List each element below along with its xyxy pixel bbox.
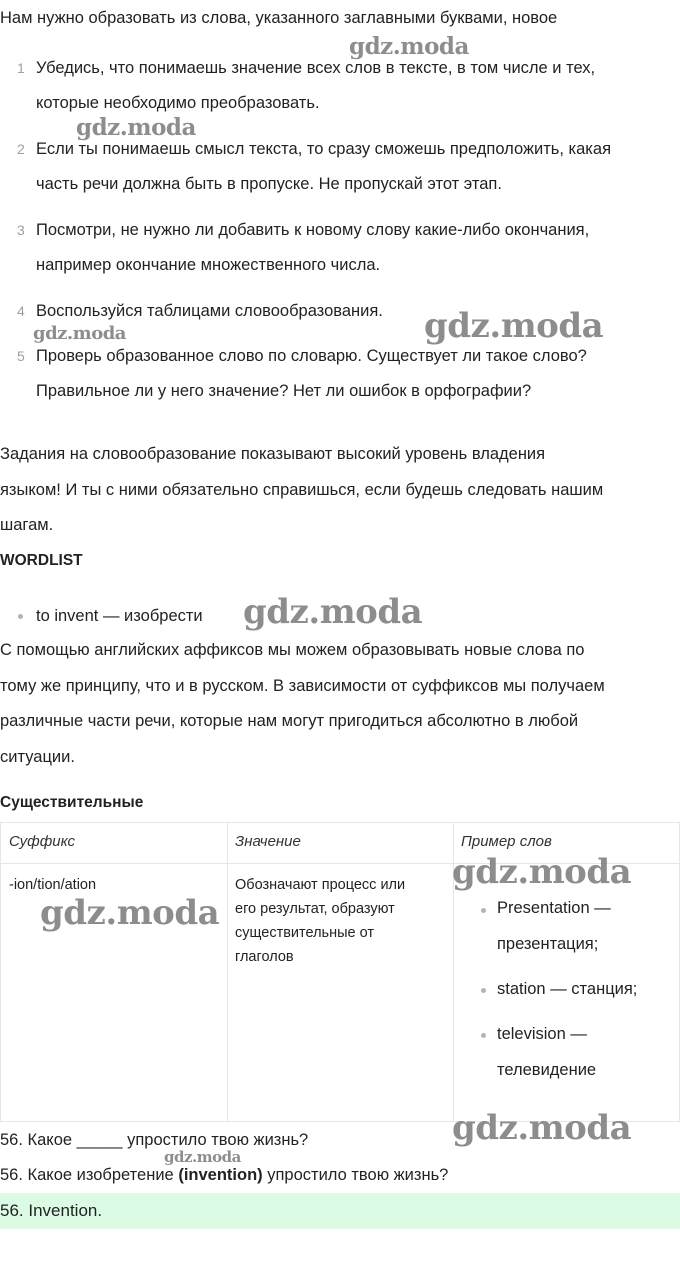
table-column-divider xyxy=(227,823,228,1121)
example-presentation-line-2: презентация; xyxy=(497,935,599,953)
summary-line-2: языком! И ты с ними обязательно справишься, если будешь следовать нашим xyxy=(0,481,604,499)
affix-text-line-2: тому же принципу, что и в русском. В зависимости от суффиксов мы получаем xyxy=(0,677,605,695)
example-television-line-1: television — xyxy=(497,1025,587,1043)
summary-line-3: шагам. xyxy=(0,516,54,534)
step-2-line-2: часть речи должна быть в пропуске. Не пропускай этот этап. xyxy=(36,175,502,193)
step-5-number: 5 xyxy=(17,348,25,364)
example-television-line-2: телевидение xyxy=(497,1061,597,1079)
step-1-line-1: Убедись, что понимаешь значение всех слов в тексте, в том числе и тех, xyxy=(36,59,596,77)
example-station: station — станция; xyxy=(497,980,638,998)
nouns-heading: Существительные xyxy=(0,794,144,811)
step-5-line-1: Проверь образованное слово по словарю. Существует ли такое слово? xyxy=(36,347,587,365)
wordlist-heading: WORDLIST xyxy=(0,552,83,569)
step-5-line-2: Правильное ли у него значение? Нет ли ошибок в орфографии? xyxy=(36,382,532,400)
answer-box xyxy=(0,1193,680,1229)
table-cell-meaning-line: Обозначают процесс или xyxy=(235,877,406,893)
example-presentation-line-1: Presentation — xyxy=(497,899,611,917)
step-3-line-2: например окончание множественного числа. xyxy=(36,256,381,274)
table-cell-meaning-line: его результат, образуют xyxy=(235,901,395,917)
watermark-logo: gdz.moda xyxy=(243,592,423,632)
bullet-dot xyxy=(481,908,486,913)
step-3-line-1: Посмотри, не нужно ли добавить к новому слову какие-либо окончания, xyxy=(36,221,590,239)
summary-line-1: Задания на словообразование показывают высокий уровень владения xyxy=(0,445,546,463)
step-4-number: 4 xyxy=(17,303,25,319)
table-cell-suffix: -ion/tion/ation xyxy=(9,877,97,893)
watermark-logo: gdz.moda xyxy=(164,1148,241,1166)
table-header-suffix: Суффикс xyxy=(9,833,75,850)
table-header-examples: Пример слов xyxy=(461,833,552,850)
intro-text: Нам нужно образовать из слова, указанного заглавными буквами, новое xyxy=(0,9,558,27)
bullet-dot xyxy=(481,1033,486,1038)
step-3-number: 3 xyxy=(17,222,25,238)
watermark-logo: gdz.moda xyxy=(452,1108,632,1148)
step-2-number: 2 xyxy=(17,141,25,157)
watermark-logo: gdz.moda xyxy=(424,306,604,346)
watermark-logo: gdz.moda xyxy=(76,114,196,141)
wordlist-item: to invent — изобрести xyxy=(36,607,203,625)
bullet-dot xyxy=(18,614,23,619)
step-2-line-1: Если ты понимаешь смысл текста, то сразу сможешь предположить, какая xyxy=(36,140,612,158)
table-header-meaning: Значение xyxy=(235,833,301,850)
affix-text-line-3: различные части речи, которые нам могут пригодиться абсолютно в любой xyxy=(0,712,579,730)
step-1-number: 1 xyxy=(17,60,25,76)
question-text: 56. Какое _____ упростило твою жизнь? xyxy=(0,1131,309,1149)
step-4-line-1: Воспользуйся таблицами словообразования. xyxy=(36,302,383,320)
answer-text: 56. Invention. xyxy=(0,1201,103,1220)
watermark-logo: gdz.moda xyxy=(33,323,126,344)
question-full-bold: (invention) xyxy=(178,1166,263,1184)
watermark-logo: gdz.moda xyxy=(452,852,632,892)
affix-text-line-1: С помощью английских аффиксов мы можем образовывать новые слова по xyxy=(0,641,585,659)
question-full-before: 56. Какое изобретение xyxy=(0,1166,179,1184)
bullet-dot xyxy=(481,988,486,993)
watermark-logo: gdz.moda xyxy=(40,893,220,933)
affix-text-line-4: ситуации. xyxy=(0,748,75,766)
table-cell-meaning-line: существительные от xyxy=(235,925,375,941)
table-cell-meaning-line: глаголов xyxy=(235,949,294,965)
step-1-line-2: которые необходимо преобразовать. xyxy=(36,94,320,112)
question-full-after: упростило твою жизнь? xyxy=(262,1166,449,1184)
watermark-logo: gdz.moda xyxy=(349,33,469,60)
